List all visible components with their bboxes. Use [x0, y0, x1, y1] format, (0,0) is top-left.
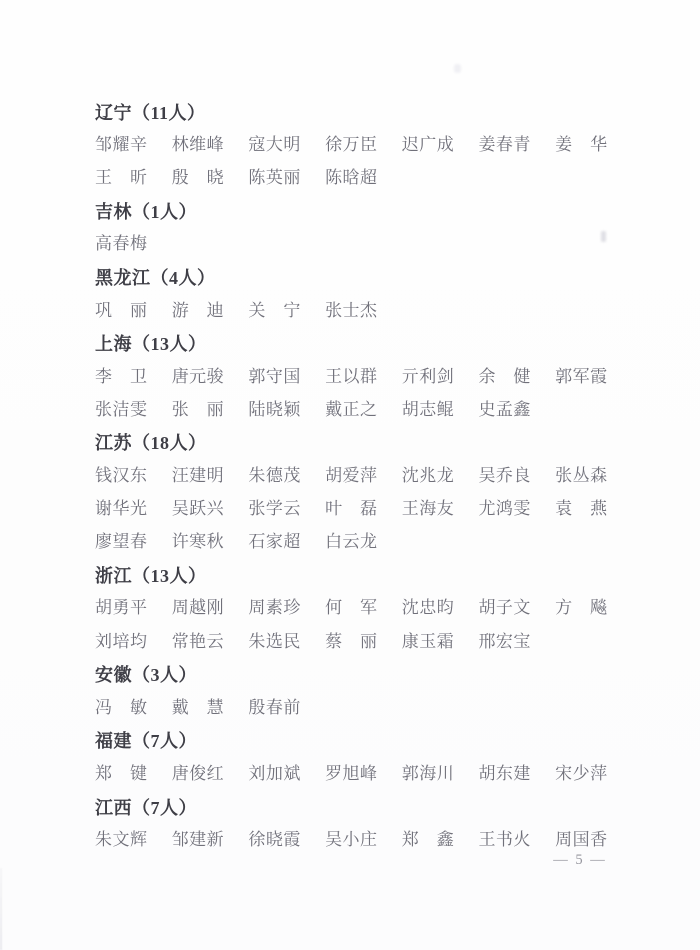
person-name: 戴慧	[171, 697, 224, 717]
person-name: 迟广成	[401, 135, 454, 155]
person-name: 胡志鲲	[401, 399, 454, 419]
person-name: 张士杰	[325, 300, 378, 320]
person-name: 陈英丽	[248, 168, 301, 188]
name-row	[95, 591, 609, 624]
name-row	[95, 823, 609, 856]
person-name: 吴跃兴	[171, 499, 224, 519]
province-heading: 上海（13人）	[95, 334, 207, 355]
person-name: 白云龙	[325, 532, 378, 552]
person-name: 吴小庄	[325, 830, 378, 850]
person-name: 钱汉东	[95, 466, 147, 486]
person-name: 郑键	[95, 763, 147, 783]
person-name: 殷晓	[171, 168, 224, 188]
name-row	[95, 757, 609, 790]
person-name: 徐万臣	[325, 135, 378, 155]
person-name: 石家超	[248, 532, 301, 552]
person-name: 张丽	[171, 399, 224, 419]
person-name: 王昕	[95, 168, 147, 188]
person-name: 朱选民	[248, 631, 301, 651]
person-name: 寇大明	[248, 135, 301, 155]
person-name: 谢华光	[95, 499, 147, 519]
name-row	[95, 492, 609, 525]
person-name: 沈兆龙	[401, 466, 454, 486]
person-name: 巩丽	[95, 300, 147, 320]
person-name: 胡爱萍	[325, 466, 378, 486]
person-name: 冯敏	[95, 697, 147, 717]
person-name: 陆晓颖	[248, 399, 301, 419]
person-name: 亓利剑	[401, 366, 454, 386]
person-name: 朱文辉	[95, 830, 147, 850]
person-name: 郭守国	[248, 366, 301, 386]
person-name: 刘加斌	[248, 763, 301, 783]
province-heading: 福建（7人）	[95, 731, 197, 752]
person-name: 何军	[325, 598, 378, 618]
person-name: 唐元骏	[171, 366, 224, 386]
person-name: 郭海川	[401, 763, 454, 783]
person-name: 沈忠昀	[401, 598, 454, 618]
name-row	[95, 128, 609, 161]
person-name: 叶磊	[325, 499, 378, 519]
name-row	[95, 625, 609, 658]
person-name: 常艳云	[171, 631, 224, 651]
person-name: 许寒秋	[171, 532, 224, 552]
name-row	[95, 525, 609, 558]
person-name: 游迪	[171, 300, 224, 320]
person-name: 陈晗超	[325, 168, 378, 188]
person-name: 郑鑫	[401, 830, 454, 850]
person-name: 关宁	[248, 300, 301, 320]
province-heading: 黑龙江（4人）	[95, 268, 216, 289]
person-name: 胡子文	[478, 598, 531, 618]
person-name: 姜华	[555, 135, 608, 155]
person-name: 汪建明	[171, 466, 224, 486]
scan-edge-shadow	[0, 868, 2, 950]
person-name: 郭军霞	[555, 366, 608, 386]
person-name: 康玉霜	[401, 631, 454, 651]
province-heading: 吉林（1人）	[95, 201, 197, 222]
province-heading: 浙江（13人）	[95, 565, 207, 586]
name-row	[95, 393, 609, 426]
province-name-list	[95, 95, 609, 856]
name-row	[95, 360, 609, 393]
person-name: 周越刚	[171, 598, 224, 618]
person-name: 尤鸿雯	[478, 499, 531, 519]
scan-artifact	[454, 64, 461, 73]
person-name: 袁燕	[555, 499, 608, 519]
person-name: 唐俊红	[171, 763, 224, 783]
person-name: 廖望春	[95, 532, 147, 552]
province-heading: 江西（7人）	[95, 797, 197, 818]
person-name: 朱德茂	[248, 466, 301, 486]
person-name: 方飚	[555, 598, 608, 618]
person-name: 张丛森	[555, 466, 608, 486]
name-row	[95, 459, 609, 492]
person-name: 蔡丽	[325, 631, 378, 651]
person-name: 吴乔良	[478, 466, 531, 486]
person-name: 胡勇平	[95, 598, 147, 618]
province-heading: 江苏（18人）	[95, 433, 207, 454]
person-name: 周素珍	[248, 598, 301, 618]
page-number: — 5 —	[553, 852, 607, 868]
name-row	[95, 227, 609, 260]
person-name: 余健	[478, 366, 531, 386]
person-name: 王以群	[325, 366, 378, 386]
person-name: 李卫	[95, 366, 147, 386]
name-row	[95, 691, 609, 724]
person-name: 徐晓霞	[248, 830, 301, 850]
person-name: 胡东建	[478, 763, 531, 783]
person-name: 林维峰	[171, 135, 224, 155]
person-name: 姜春青	[478, 135, 531, 155]
person-name: 王书火	[478, 830, 531, 850]
person-name: 宋少萍	[555, 763, 608, 783]
person-name: 邹建新	[171, 830, 224, 850]
person-name: 刘培均	[95, 631, 147, 651]
person-name: 史孟鑫	[478, 399, 531, 419]
person-name: 罗旭峰	[325, 763, 378, 783]
person-name: 高春梅	[95, 234, 147, 254]
province-heading: 辽宁（11人）	[95, 102, 206, 123]
province-heading: 安徽（3人）	[95, 665, 197, 686]
scan-artifact	[601, 231, 606, 242]
person-name: 周国香	[555, 830, 608, 850]
person-name: 张学云	[248, 499, 301, 519]
name-row	[95, 161, 609, 194]
person-name: 王海友	[401, 499, 454, 519]
person-name: 殷春前	[248, 697, 301, 717]
name-row	[95, 294, 609, 327]
person-name: 邢宏宝	[478, 631, 531, 651]
person-name: 戴正之	[325, 399, 378, 419]
person-name: 邹耀辛	[95, 135, 147, 155]
person-name: 张洁雯	[95, 399, 147, 419]
